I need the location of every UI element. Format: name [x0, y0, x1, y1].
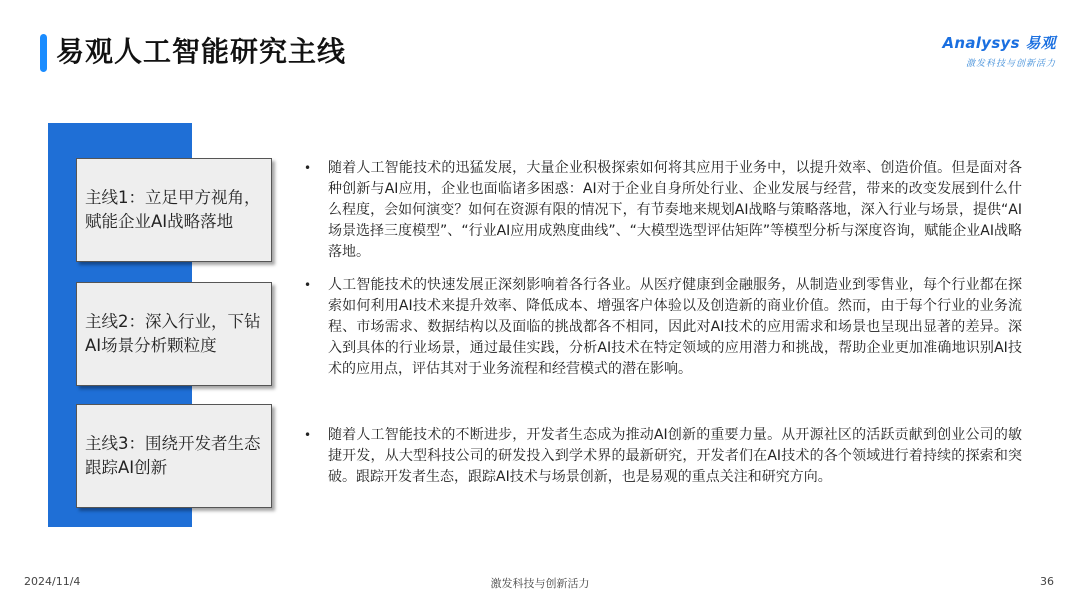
brand-logo	[943, 32, 1057, 69]
title-accent-bar	[40, 34, 47, 72]
line-description-1	[304, 158, 1022, 263]
description-text: 人工智能技术的快速发展正深刻影响着各行各业。从医疗健康到金融服务，从制造业到零售业，每个行业都在探索如何利用AI技术来提升效率、降低成本、增强客户体验以及创造新的商业价值。然而，由于每个行业的业务流程、市场需求、数据结构以及面临的挑战都各不相同，因此对AI技术的应用需求和场景也呈现出显著的差异。深入到具体的行业场景，通过最佳实践，分析AI技术在特定领域的应用潜力和挑战，帮助企业更加准确地识别AI技术的应用点，评估其对于业务流程和经营模式的潜在影响。	[328, 277, 1022, 377]
line-card-label: 主线3：围绕开发者生态跟踪AI创新	[85, 434, 261, 477]
logo-tagline: 激发科技与创新活力	[965, 59, 1056, 69]
footer-date: 2024/11/4	[24, 575, 81, 588]
logo-text: Analysys 易观	[942, 34, 1056, 52]
bullet-dot-icon: •	[304, 278, 312, 292]
page-title: 易观人工智能研究主线	[56, 35, 347, 68]
line-description-3	[304, 425, 1022, 488]
description-text: 随着人工智能技术的迅猛发展，大量企业积极探索如何将其应用于业务中，以提升效率、创造价值。但是面对各种创新与AI应用，企业也面临诸多困惑：AI对于企业自身所处行业、企业发展与经营，带来的改变发展到什么什么程度，会如何演变？如何在资源有限的情况下，有节奏地来规划AI战略与策略落地，深入行业与场景，提供“AI场景选择三度模型”、“行业AI应用成熟度曲线”、“大模型选型评估矩阵”等模型分析与深度咨询，赋能企业AI战略落地。	[328, 160, 1022, 260]
description-text: 随着人工智能技术的不断进步，开发者生态成为推动AI创新的重要力量。从开源社区的活跃贡献到创业公司的敏捷开发，从大型科技公司的研发投入到学术界的最新研究，开发者们在AI技术的各个领域进行着持续的探索和突破。跟踪开发者生态，跟踪AI技术与场景创新，也是易观的重点关注和研究方向。	[328, 427, 1022, 485]
line-card-label: 主线2：深入行业，下钻AI场景分析颗粒度	[85, 312, 261, 355]
page-number: 36	[1040, 575, 1054, 588]
bullet-dot-icon: •	[304, 428, 312, 442]
line-card-3	[76, 404, 272, 508]
line-card-2	[76, 282, 272, 386]
footer-tagline: 激发科技与创新活力	[490, 577, 590, 590]
bullet-dot-icon: •	[304, 161, 312, 175]
line-description-2	[304, 275, 1022, 380]
line-card-label: 主线1：立足甲方视角，赋能企业AI战略落地	[85, 188, 261, 231]
line-card-1	[76, 158, 272, 262]
